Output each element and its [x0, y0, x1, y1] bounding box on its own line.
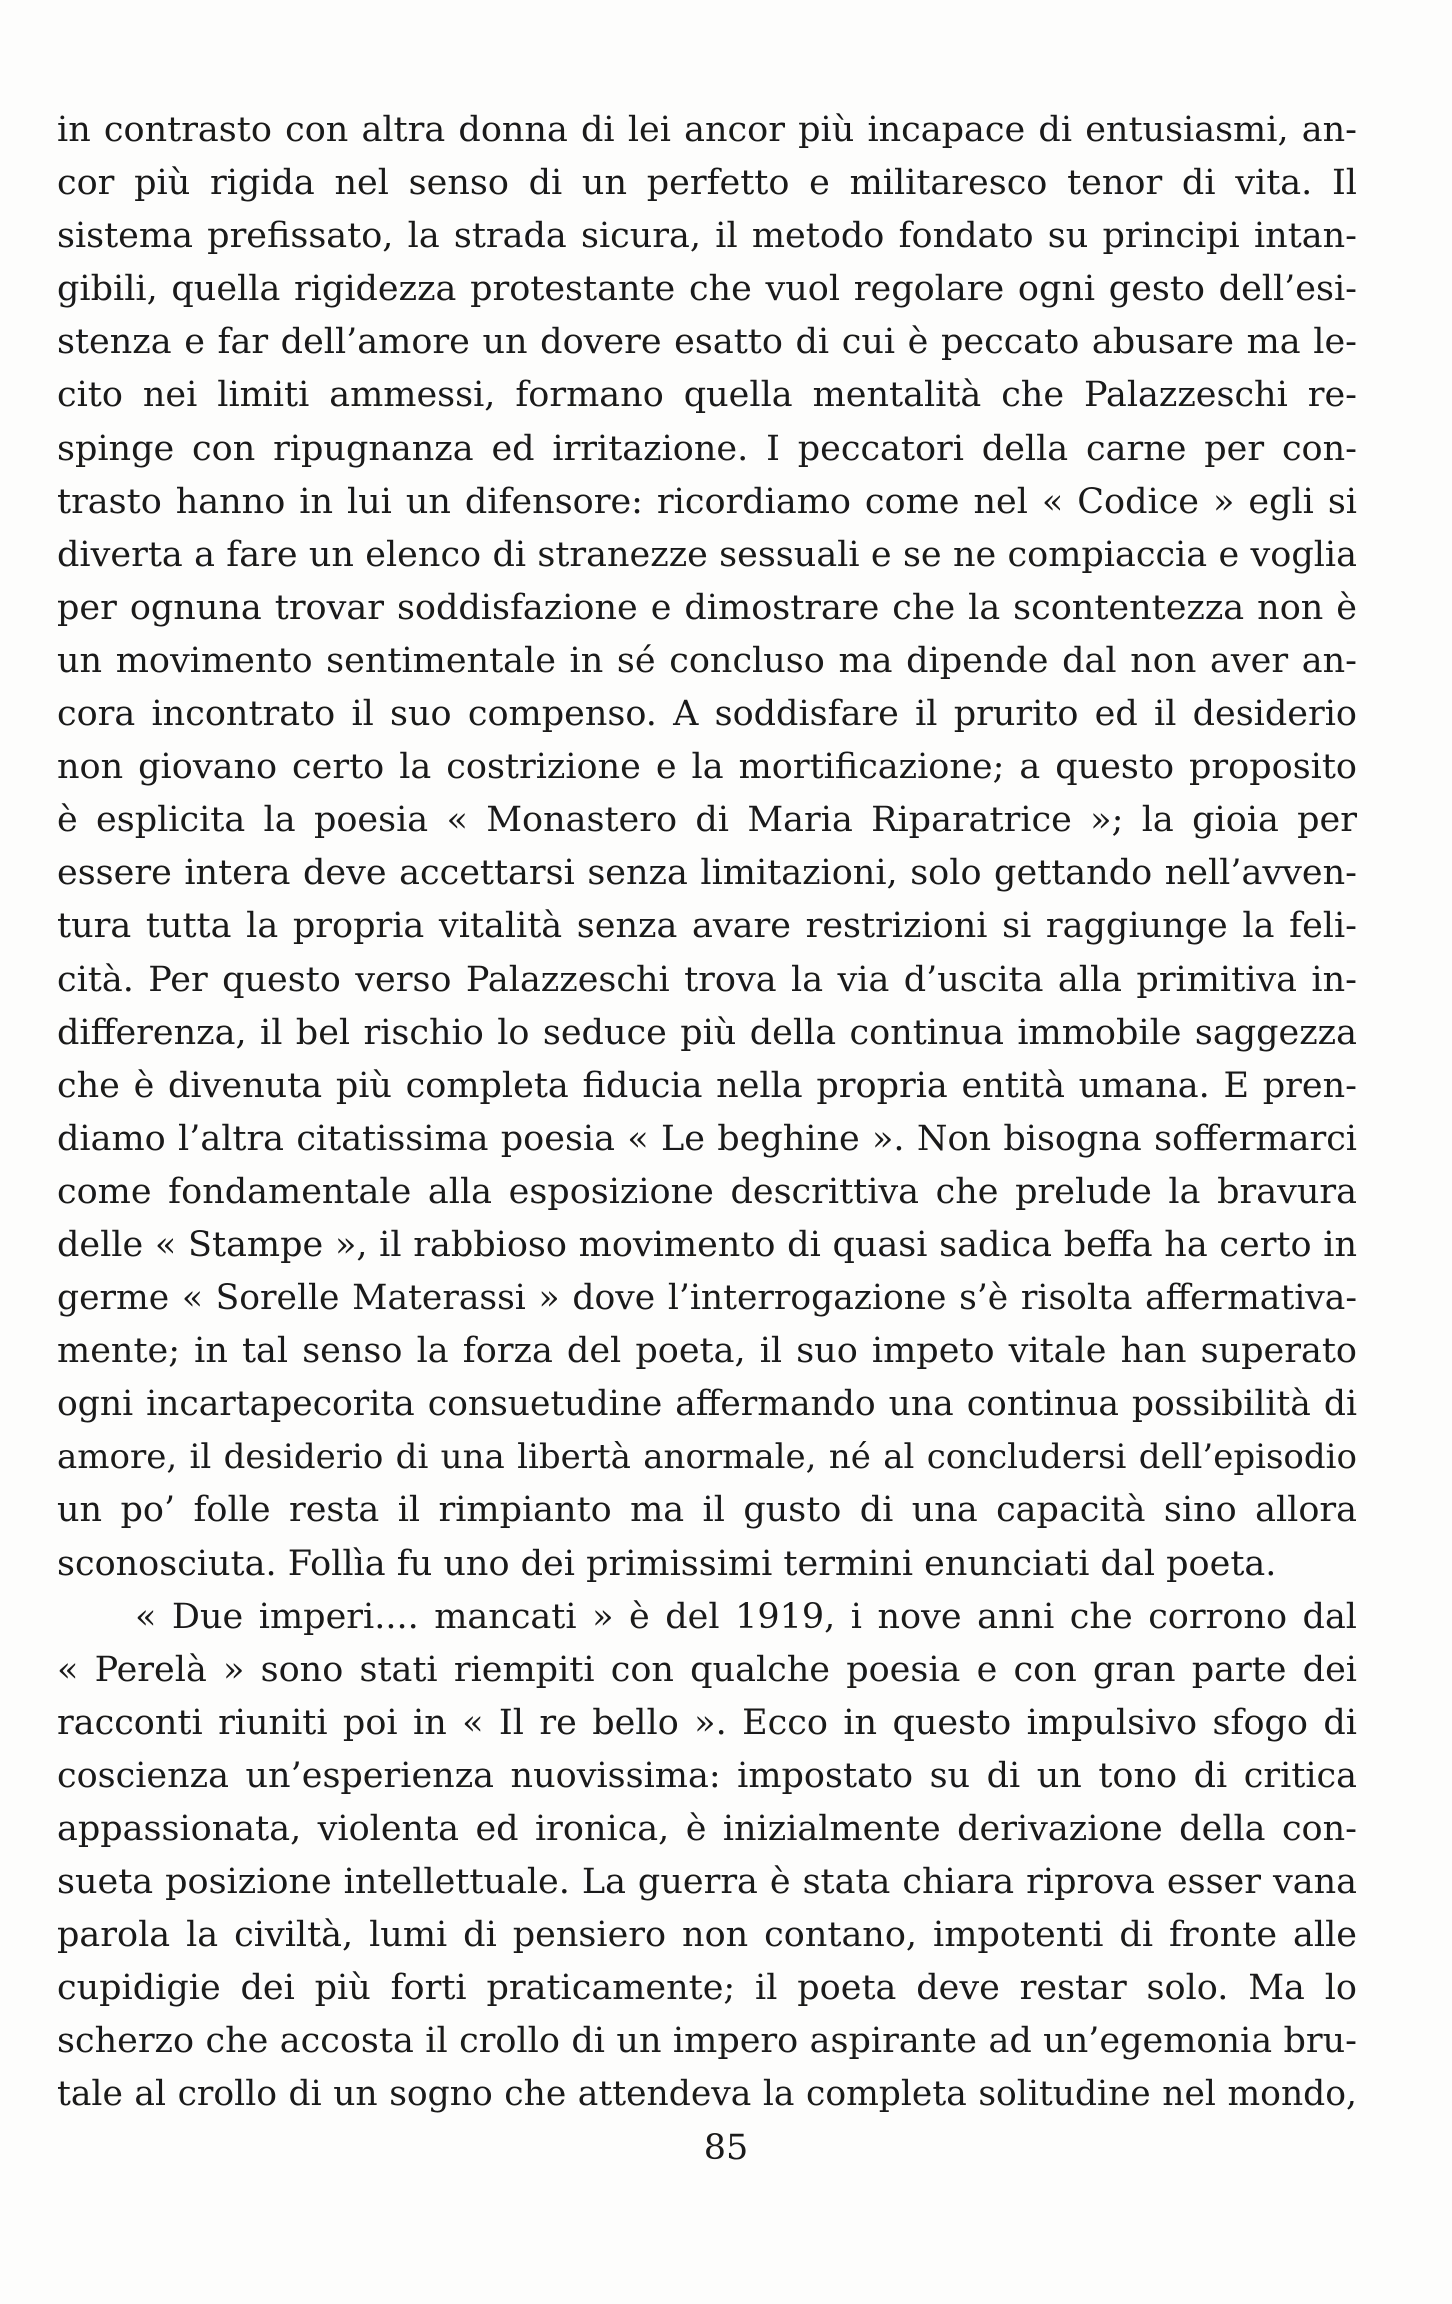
text-line: un movimento sentimentale in sé concluso ma dipende dal non aver an-: [57, 640, 1357, 681]
text-line: amore, il desiderio di una libertà anormale, né al concludersi dell’episodio: [57, 1437, 1357, 1478]
text-line: trasto hanno in lui un difensore: ricordiamo come nel « Codice » egli si: [57, 481, 1357, 522]
text-line: un po’ folle resta il rimpianto ma il gusto di una capacità sino allora: [57, 1490, 1357, 1531]
text-line: essere intera deve accettarsi senza limitazioni, solo gettando nell’avven-: [57, 853, 1357, 894]
text-line: « Perelà » sono stati riempiti con qualche poesia e con gran parte dei: [57, 1649, 1357, 1690]
text-line: tale al crollo di un sogno che attendeva la completa solitudine nel mondo,: [57, 2074, 1357, 2115]
text-line: diverta a fare un elenco di stranezze sessuali e se ne compiaccia e voglia: [57, 534, 1357, 575]
text-line: appassionata, violenta ed ironica, è inizialmente derivazione della con-: [57, 1809, 1357, 1849]
text-line: sconosciuta. Follìa fu uno dei primissimi termini enunciati dal poeta.: [57, 1543, 1277, 1584]
text-line: cor più rigida nel senso di un perfetto e militaresco tenor di vita. Il: [57, 163, 1357, 204]
text-line: tura tutta la propria vitalità senza avare restrizioni si raggiunge la feli-: [57, 906, 1357, 947]
text-line: stenza e far dell’amore un dovere esatto di cui è peccato abusare ma le-: [57, 322, 1357, 363]
text-line: parola la civiltà, lumi di pensiero non contano, impotenti di fronte alle: [57, 1915, 1357, 1956]
page-number: 85: [703, 2128, 749, 2168]
body-text: [57, 104, 1357, 2122]
text-line: coscienza un’esperienza nuovissima: impostato su di un tono di critica: [57, 1755, 1357, 1796]
text-line: sueta posizione intellettuale. La guerra è stata chiara riprova esser vana: [57, 1862, 1357, 1903]
text-line: sistema prefissato, la strada sicura, il metodo fondato su principi intan-: [57, 216, 1357, 257]
text-line: per ognuna trovar soddisfazione e dimostrare che la scontentezza non è: [57, 587, 1357, 628]
text-line: come fondamentale alla esposizione descrittiva che prelude la bravura: [57, 1171, 1357, 1212]
paragraph-2: [57, 1591, 1357, 2122]
text-line: non giovano certo la costrizione e la mortificazione; a questo proposito: [57, 747, 1357, 788]
text-line: diamo l’altra citatissima poesia « Le beghine ». Non bisogna soffermarci: [57, 1118, 1357, 1159]
text-line: germe « Sorelle Materassi » dove l’interrogazione s’è risolta affermativa-: [57, 1278, 1357, 1319]
text-line: gibili, quella rigidezza protestante che vuol regolare ogni gesto dell’esi-: [57, 269, 1357, 310]
text-line: scherzo che accosta il crollo di un impero aspirante ad un’egemonia bru-: [57, 2021, 1357, 2062]
paragraph-1: [57, 104, 1357, 1591]
text-line: delle « Stampe », il rabbioso movimento di quasi sadica beffa ha certo in: [57, 1224, 1357, 1265]
text-line: in contrasto con altra donna di lei ancor più incapace di entusiasmi, an-: [57, 110, 1357, 150]
text-line: cora incontrato il suo compenso. A soddisfare il prurito ed il desiderio: [57, 694, 1357, 735]
text-line: cità. Per questo verso Palazzeschi trova la via d’uscita alla primitiva in-: [57, 959, 1357, 1000]
text-line: « Due imperi.... mancati » è del 1919, i nove anni che corrono dal: [135, 1596, 1357, 1637]
text-line: che è divenuta più completa fiducia nella propria entità umana. E pren-: [57, 1065, 1357, 1106]
text-line: mente; in tal senso la forza del poeta, il suo impeto vitale han superato: [57, 1331, 1357, 1372]
text-line: spinge con ripugnanza ed irritazione. I peccatori della carne per con-: [57, 428, 1357, 469]
text-line: racconti riuniti poi in « Il re bello ». Ecco in questo impulsivo sfogo di: [57, 1702, 1357, 1743]
text-line: cupidigie dei più forti praticamente; il poeta deve restar solo. Ma lo: [57, 1968, 1357, 2009]
text-line: è esplicita la poesia « Monastero di Maria Riparatrice »; la gioia per: [57, 800, 1357, 841]
text-line: cito nei limiti ammessi, formano quella mentalità che Palazzeschi re-: [57, 375, 1357, 416]
text-line: differenza, il bel rischio lo seduce più della continua immobile saggezza: [57, 1012, 1357, 1053]
text-line: ogni incartapecorita consuetudine affermando una continua possibilità di: [57, 1384, 1357, 1425]
